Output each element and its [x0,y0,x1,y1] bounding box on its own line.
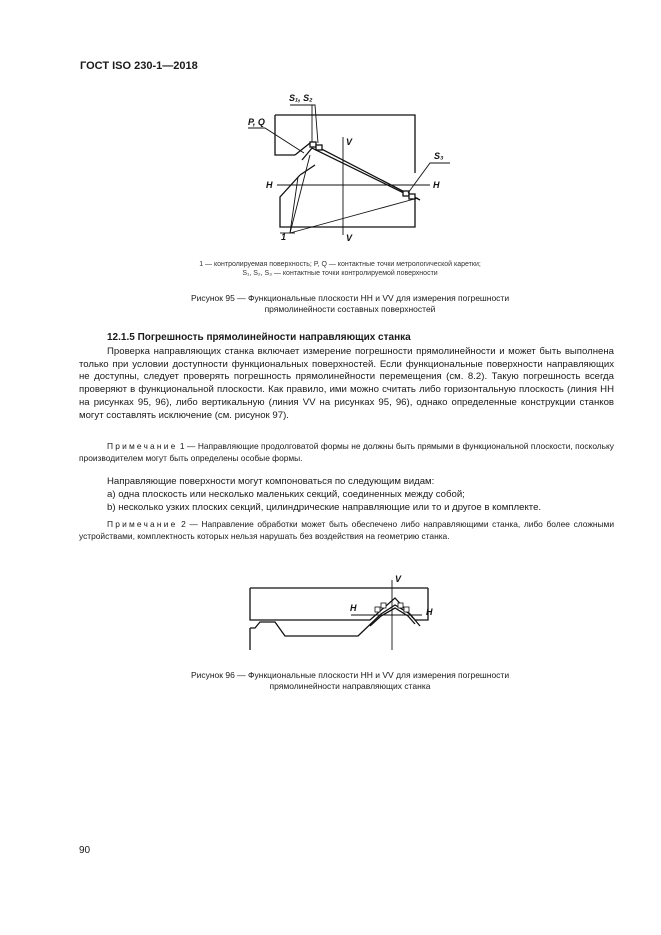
label-h-left: H [266,180,273,190]
document-header: ГОСТ ISO 230-1—2018 [80,60,198,72]
note-2-label: Примечание [107,519,178,529]
label-v-bottom: V [346,233,353,243]
list-item-b: b) несколько узких плоских секций, цилиндрические направляющие или то и другое в комплекте. [107,502,542,513]
label-1: 1 [281,232,287,242]
page-number: 90 [79,845,91,856]
figure-95-drawing [240,85,460,250]
note-1-label: Примечание [107,441,178,451]
figure-95-caption-line-1: Рисунок 95 — Функциональные плоскости HH и VV для измерения погрешности [190,293,510,303]
label-h-right: H [433,180,440,190]
fig96-label-h-right: H [426,607,433,617]
note-2-text: 2 — Направление обработки может быть обеспечено либо направляющими станка, либо более сложными устройствами, комплектность которых нельзя нарушать без воздействия на геометрию станка. [79,519,614,541]
figure-95-caption-line-2: прямолинейности составных поверхностей [264,304,436,314]
list-item-a: a) одна плоскость или несколько маленьких секций, соединенных между собой; [107,489,465,500]
label-p-q: P, Q [248,117,265,127]
label-s3: S₃ [434,151,444,161]
base-body [280,175,415,227]
label-v-top: V [346,137,353,147]
label-s1-s2: S₁, S₂ [289,93,313,103]
fig96-label-h-left: H [350,603,357,613]
note-1-text: 1 — Направляющие продолговатой формы не должны быть прямыми в функциональной плоскости, поскольку производителем могут быть определены особые формы. [79,441,614,463]
figure-96-drawing [240,570,440,655]
section-title: 12.1.5 Погрешность прямолинейности направляющих станка [107,332,411,343]
figure-95-legend-line-2: S₁, S₂, S₃ — контактные точки контролируемой поверхности [242,270,438,277]
note-1 [79,441,614,464]
note-2 [79,519,614,542]
paragraph-1: Проверка направляющих станка включает измерение погрешности прямолинейности и может быть выполнена только при условии доступности функциональных поверхностей. Если функциональные поверхности направляющих не доступны, следует проверять погрешность прямолинейности перемещения (см. 8.2). Такую погрешность всегда проверяют в функциональной плоскости. Как правило, ими можно считать либо горизонтальную плоскость (линия HH на рисунках 95, 96), либо вертикальную (линия VV на рисунках 95, 96), однако определенные конструкции станков могут составлять исключение (см. рисунок 97). [79,346,614,421]
figure-95-legend-line-1: 1 — контролируемая поверхность; P, Q — контактные точки метрологической каретки; [199,261,481,268]
paragraph-2: Направляющие поверхности могут компоноваться по следующим видам: [107,476,435,487]
figure-96-caption-line-1: Рисунок 96 — Функциональные плоскости HH и VV для измерения погрешности [190,670,510,680]
figure-96-caption-line-2: прямолинейности направляющих станка [269,681,431,691]
fig96-label-v: V [395,574,402,584]
